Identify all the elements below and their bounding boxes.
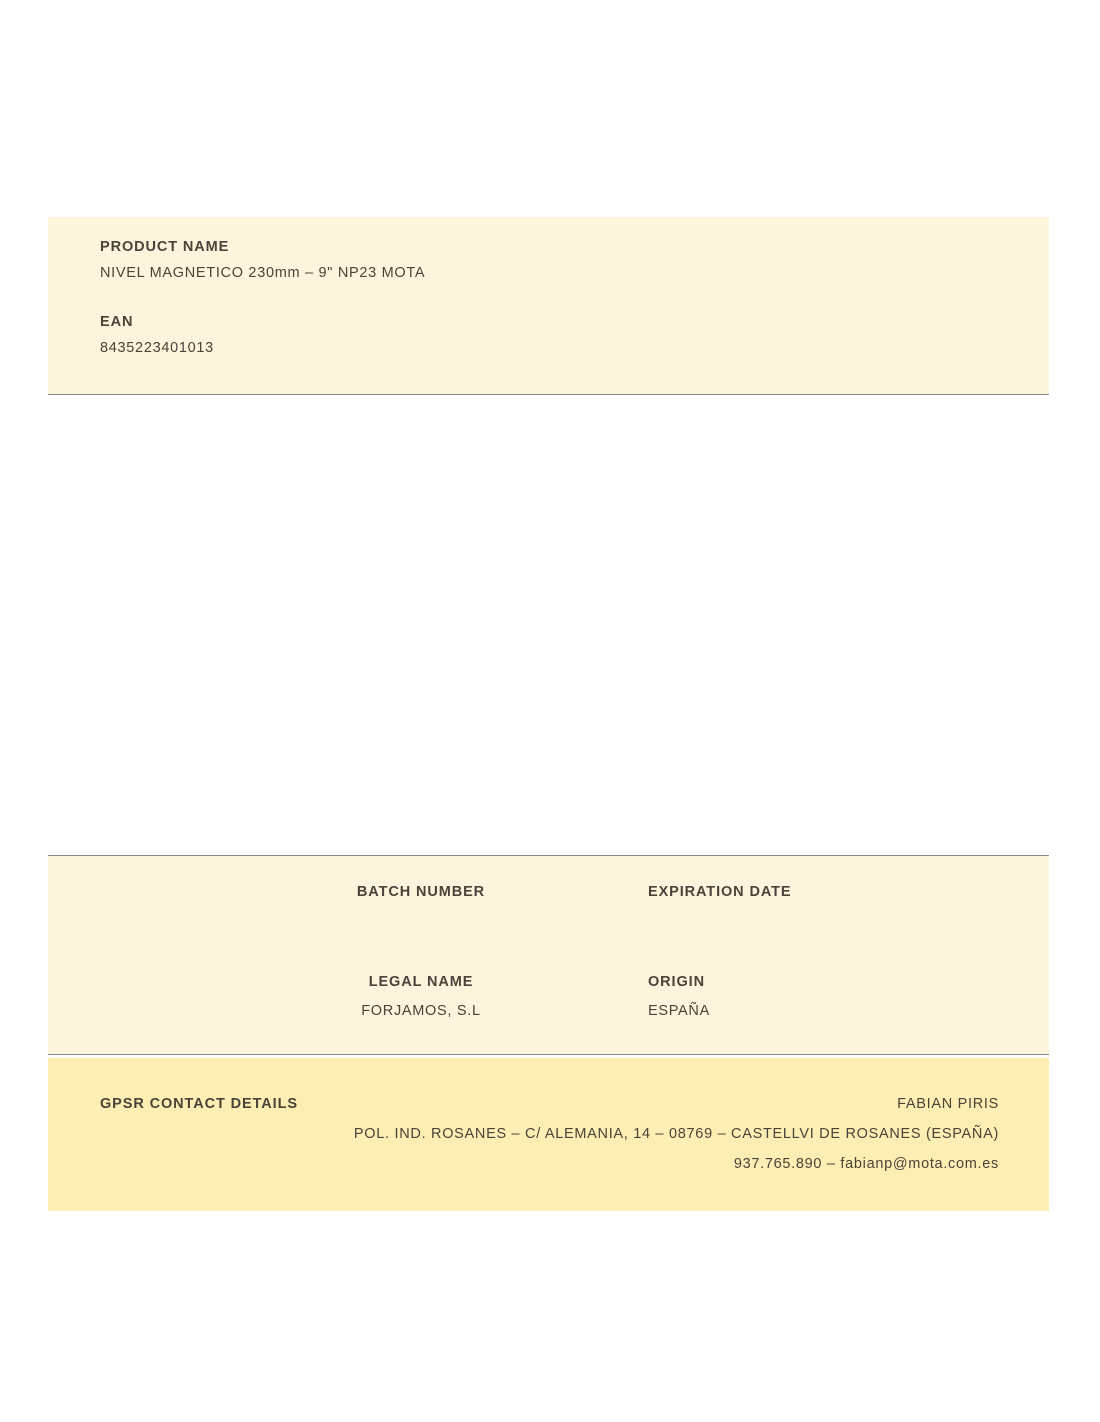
gpsr-details	[354, 1096, 999, 1172]
product-info-section	[48, 217, 1049, 395]
batch-number-label: BATCH NUMBER	[356, 884, 486, 900]
expiration-date-cell	[648, 884, 938, 913]
origin-value: ESPAÑA	[648, 1003, 710, 1019]
gpsr-title: GPSR CONTACT DETAILS	[100, 1096, 298, 1112]
gpsr-phone-email: 937.765.890 – fabianp@mota.com.es	[733, 1156, 999, 1172]
legal-name-label: LEGAL NAME	[368, 974, 474, 990]
batch-number-cell	[276, 884, 566, 913]
origin-label: ORIGIN	[648, 974, 705, 990]
origin-cell	[648, 974, 938, 1019]
batch-info-section	[48, 855, 1049, 1055]
gpsr-address: POL. IND. ROSANES – C/ ALEMANIA, 14 – 08769 – CASTELLVI DE ROSANES (ESPAÑA)	[353, 1126, 999, 1142]
legal-name-value: FORJAMOS, S.L	[361, 1003, 481, 1019]
product-name-value: NIVEL MAGNETICO 230mm – 9" NP23 MOTA	[100, 265, 426, 281]
expiration-date-label: EXPIRATION DATE	[648, 884, 792, 900]
ean-group	[100, 314, 1049, 356]
gpsr-contact-section	[48, 1058, 1049, 1211]
ean-value: 8435223401013	[100, 340, 214, 356]
legal-name-cell	[276, 974, 566, 1019]
ean-label: EAN	[100, 314, 134, 330]
gpsr-contact-person: FABIAN PIRIS	[897, 1096, 999, 1112]
product-name-label: PRODUCT NAME	[100, 239, 230, 255]
product-info-inner	[48, 217, 1049, 356]
